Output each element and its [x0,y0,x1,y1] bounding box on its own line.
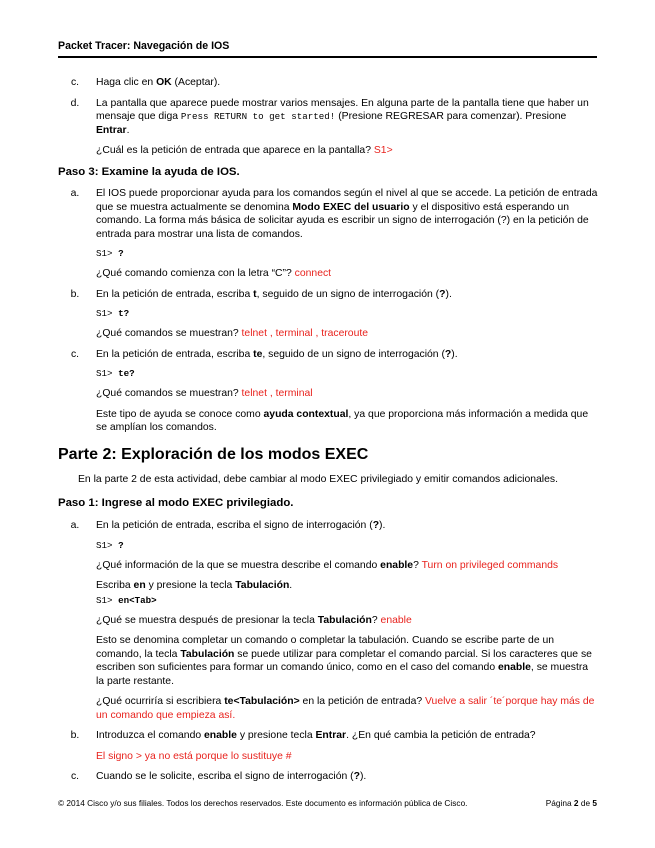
item-label: b. [70,288,80,300]
item-text: El IOS puede proporcionar ayuda para los comandos según el nivel al que se accede. La petición de entrada que se muestra actualmente se denomina [96,188,598,213]
item-bold: ? [444,348,452,360]
item-bold: OK [156,77,172,88]
item-label: a. [70,520,80,532]
item-text: En la petición de entrada, escriba [96,288,254,300]
step-item-b [58,729,599,743]
code-command: en<Tab> [118,594,157,606]
item-bold: en [133,580,146,592]
part-heading: Parte 2: Exploración de los modos EXEC [58,445,369,463]
answer-text: telnet , terminal , traceroute [241,328,369,340]
answer-text: connect [294,268,332,280]
item-text: Introduzca el comando [96,730,205,742]
question [58,267,599,281]
item-text: y presione tecla [236,730,316,742]
item-text: ). [445,288,452,300]
code-command: t? [118,308,130,320]
document-body [58,76,599,791]
item-label: a. [70,188,80,200]
code-command: ? [118,539,124,551]
question-text: en la petición de entrada? [299,696,426,708]
item-bold: Entrar [96,124,127,136]
answer-text: enable [380,614,412,626]
code-prompt: S1> [96,368,119,380]
item-bold: enable [498,662,531,674]
question [58,387,599,401]
item-text: , se muestra la parte restante. [96,662,589,687]
step-item-d [58,97,599,138]
step-item-b [58,288,599,302]
item-text: Este tipo de ayuda se conoce como [96,408,264,420]
note-paragraph [58,634,599,688]
inline-code: Press RETURN to get started! [180,111,336,123]
note-paragraph [58,408,599,435]
page-mid: de [578,798,593,808]
item-label: c. [70,348,80,360]
code-command: te? [118,368,135,380]
code-line [58,595,599,607]
page-number [546,798,597,808]
code-prompt: S1> [96,248,119,260]
instruction [58,579,599,593]
item-text: se puede utilizar para completar el comando parcial. Si los caracteres que se escriben son suficientes para formar un comando único, como en el caso del comando [96,648,592,674]
item-text: ). [359,771,367,783]
question-text: ¿Qué comandos se muestran? [96,328,242,340]
question-text: ? [371,614,381,626]
item-text: , ya que proporciona más información a medida que se amplían los comandos. [96,408,589,434]
question-text: ¿Qué comando comienza con la letra “C”? [96,268,295,280]
question [58,327,599,341]
question [58,559,599,573]
answer-text: S1> [373,145,393,157]
item-text: ). [379,520,386,532]
item-bold: Tabulación [235,580,290,592]
question-text: ¿Cuál es la petición de entrada que aparece en la pantalla? [96,145,374,157]
step-item-c [58,770,599,784]
item-text: ). [451,348,458,360]
item-label: c. [70,771,80,783]
item-text: y el dispositivo está esperando un comando. La forma más básica de solicitar ayuda es escribir un signo de interrogación (?) en la petición de entrada para mostrar una lista de comandos. [96,201,589,240]
code-command: ? [118,248,124,260]
page-prefix: Página [545,798,574,808]
item-text: (Presione REGRESAR para comenzar). Presione [335,111,567,123]
answer-text: Turn on privileged commands [421,559,559,571]
item-text: En la petición de entrada, escriba el signo de interrogación ( [96,520,373,532]
question-text: ¿Qué se muestra después de presionar la tecla [96,614,318,626]
page-total: 5 [592,798,597,808]
footer-copyright: © 2014 Cisco y/o sus filiales. Todos los derechos reservados. Este documento es información pública de Cisco. [58,798,468,808]
item-text: En la petición de entrada, escriba [96,348,254,360]
item-text: , seguido de un signo de interrogación ( [256,288,440,300]
step-item-a [58,187,599,241]
item-text: . [126,124,130,136]
item-label: b. [70,730,80,742]
item-bold: Tabulación [317,614,372,626]
answer-text: Vuelve a salir ´te´porque hay más de un comando que empieza así. [96,696,595,721]
document-header [58,40,597,58]
item-text: , seguido de un signo de interrogación ( [262,348,445,360]
item-text: (Aceptar). [171,77,221,88]
question-text: ¿Qué ocurriría si escribiera [96,696,225,708]
item-bold: Modo EXEC del usuario [292,201,410,213]
page-current: 2 [573,798,579,808]
item-bold: Tabulación [180,648,235,660]
code-line [58,308,599,320]
answer-text: El signo > ya no está porque lo sustituye # [96,750,292,762]
item-text: . ¿En qué cambia la petición de entrada? [346,730,536,742]
item-text: Escriba [96,580,134,592]
item-text: . [289,580,293,592]
item-text: Haga clic en [96,77,157,88]
item-bold: Entrar [315,730,347,742]
item-bold: enable [380,559,414,571]
item-bold: ? [439,288,446,300]
answer-text: telnet , terminal [241,388,313,400]
step-heading: Paso 1: Ingrese al modo EXEC privilegiado. [58,497,294,510]
item-bold: ? [372,520,380,532]
item-bold: te [253,348,263,360]
item-text: y presione la tecla [145,580,236,592]
step-item-c [58,76,599,90]
code-prompt: S1> [96,594,119,606]
item-bold: ? [353,771,360,783]
code-prompt: S1> [96,539,119,551]
item-text: Esto se denomina completar un comando o completar la tabulación. Cuando se escribe parte de un comando, la tecla [96,635,555,660]
item-bold: ayuda contextual [263,408,349,420]
step-heading: Paso 3: Examine la ayuda de IOS. [58,165,240,178]
item-bold: t [253,288,257,300]
code-line [58,368,599,380]
step-item-c [58,348,599,362]
question-text: ¿Qué información de la que se muestra describe el comando [96,559,381,571]
item-text: Cuando se le solicite, escriba el signo de interrogación ( [96,771,354,783]
part-intro: En la parte 2 de esta actividad, debe cambiar al modo EXEC privilegiado y emitir comandos adicionales. [78,473,558,485]
item-label: c. [70,77,80,88]
question [58,695,599,722]
item-bold: te<Tabulación> [224,696,300,708]
code-line [58,248,599,260]
item-text: La pantalla que aparece puede mostrar varios mensajes. En alguna parte de la pantalla tiene que haber un mensaje que diga [96,97,589,123]
question [58,614,599,628]
document-footer [58,798,597,808]
question [58,144,599,158]
header-title: Packet Tracer: Navegación de IOS [58,40,230,52]
code-line [58,540,599,552]
code-prompt: S1> [96,308,119,320]
item-bold: enable [204,730,237,742]
question-text: ¿Qué comandos se muestran? [96,388,242,400]
step-item-a [58,519,599,533]
item-label: d. [70,97,80,109]
question-text: ? [413,559,422,571]
